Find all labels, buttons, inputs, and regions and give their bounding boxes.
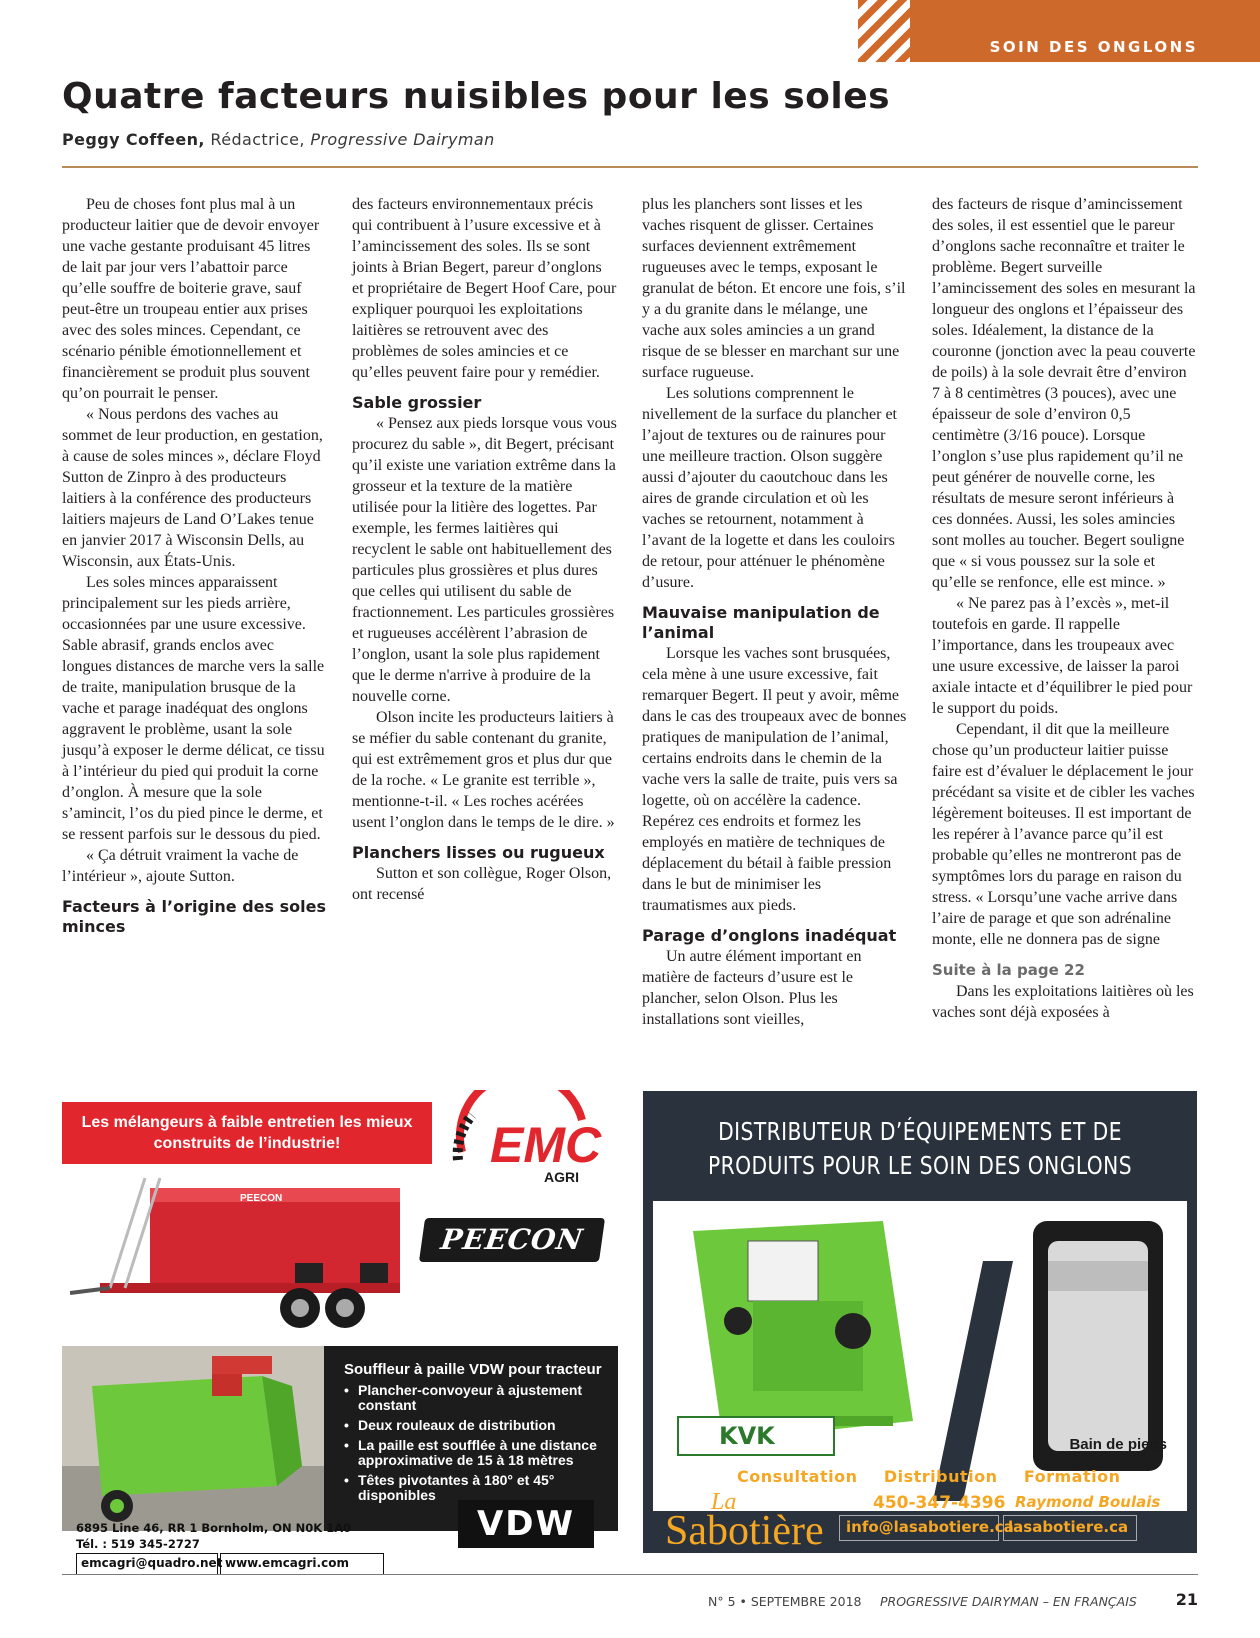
subheading: Parage d’onglons inadéquat	[642, 926, 897, 945]
emc-advertisement[interactable]	[62, 1090, 618, 1540]
separator: |	[867, 1467, 874, 1486]
sabotiere-logo-la: La	[711, 1489, 737, 1515]
paragraph: Cependant, il dit que la meilleure chose qu’un producteur laitier puisse faire est d’évaluer le déplacement le jour précédant sa visite et de cibler les vaches légèrement boiteuses. Il est important de les repérer à l’avance parce qu’il est probable qu’elles ne montreront pas de symptômes lors du parage en raison du stress. « Lorsqu’une vache arrive dans l’aire de parage et que son adrénaline monte, elle ne donnera pas de signe	[932, 721, 1195, 948]
services-line	[737, 1467, 1121, 1486]
sabotiere-contact: Raymond Boulais	[1015, 1493, 1161, 1511]
paragraph-cont: plus les planchers sont lisses et les vaches risquent de glisser. Certaines surfaces deviennent extrêmement rugueuses avec le temps, exposant le granulat de béton. Et encore une fois, s’il y a du granite dans le mélange, une vache aux soles amincies a un grand risque de se blesser en marchant sur une surface rugueuse.	[642, 196, 906, 381]
continued-link[interactable]: Suite à la page 22	[932, 961, 1085, 979]
sabotiere-web-link[interactable]: lasabotiere.ca	[1003, 1515, 1137, 1541]
subheading: Mauvaise manipulation de l’animal	[642, 603, 880, 642]
subheading: Sable grossier	[352, 393, 482, 412]
paragraph: Dans les exploitations laitières où les vaches sont déjà exposées à	[932, 983, 1194, 1021]
separator: |	[1007, 1467, 1014, 1486]
paragraph: Olson incite les producteurs laitiers à se méfier du sable contenant du granite, qui est extrêmement gros et plus dur que de la roche. « Le granite est terrible », mentionne-t-il. « Les roches acérées usent l’onglon dans le temps de le dire. »	[352, 709, 615, 831]
footbath-caption: Bain de pieds	[1069, 1436, 1167, 1453]
sabotiere-title-line-1: DISTRIBUTEUR D’ÉQUIPEMENTS ET DE	[718, 1117, 1122, 1146]
emc-logo	[432, 1090, 618, 1190]
emc-address-block	[76, 1520, 351, 1552]
page-number: 21	[1175, 1590, 1198, 1609]
header-rule	[62, 166, 1198, 168]
sabotiere-email-link[interactable]: info@lasabotiere.ca	[839, 1515, 999, 1541]
paragraph: Un autre élément important en matière de facteurs d’usure est le plancher, selon Olson. Plus les installations sont vieilles,	[642, 948, 862, 1028]
sabotiere-phone[interactable]: 450-347-4396	[873, 1493, 1006, 1513]
kvk-logo	[677, 1416, 835, 1456]
emc-logo-text: EMC	[490, 1117, 602, 1173]
paragraph: « Ne parez pas à l’excès », met-il toutefois en garde. Il rappelle l’importance, dans les troupeaux avec une usure excessive, de laisser la paroi axiale intacte et d’équilibrer le pied pour le support du poids.	[932, 595, 1193, 717]
footer-rule	[62, 1574, 1198, 1575]
paragraph-cont: des facteurs de risque d’amincissement des soles, il est essentiel que le pareur d’onglons sache reconnaître et traiter le problème. Begert surveille l’amincissement des soles en mesurant la longueur des onglons et l’épaisseur des soles. Idéalement, la distance de la couronne (jonction avec la peau couverte de poils) à la sole devrait être d’environ 7 à 8 centimètres (3 pouces), avec une épaisseur de sole d’environ 0,5 centimètre (3/16 pouce). Lorsque l’onglon s’use plus rapidement qu’il ne peut générer de nouvelle corne, les résultats de mesure seront inférieurs à ces données. Aussi, les soles amincies sont molles au toucher. Begert souligne que « si vous poussez sur la sole et qu’elle se renfonce, elle est mince. »	[932, 196, 1196, 591]
list-item: • Deux rouleaux de distribution	[344, 1418, 608, 1433]
paragraph: Peu de choses font plus mal à un producteur laitier que de devoir envoyer une vache gestante produisant 45 litres de lait par jour vers l’abattoir parce qu’elle souffre de boiterie grave, sauf peut-être un troupeau entier aux prises avec des soles minces. Cependant, ce scénario pénible émotionnellement et financièrement se produit plus souvent qu’on pourrait le penser.	[62, 196, 320, 402]
paragraph: « Ça détruit vraiment la vache de l’intérieur », ajoute Sutton.	[62, 847, 299, 885]
issue-info: N° 5 • SEPTEMBRE 2018	[708, 1594, 862, 1609]
mixer-wagon-image	[70, 1168, 410, 1338]
paragraph: Les solutions comprennent le nivellement de la surface du plancher et l’ajout de textures ou de rainures pour une meilleure traction. Olson suggère aussi d’ajouter du caoutchouc dans les aires de grande circulation et où les vaches se retournent, notamment à l’avant de la logette et dans les couloirs de retour, pour atténuer le phénomène d’usure.	[642, 385, 897, 591]
paragraph: Sutton et son collègue, Roger Olson, ont recensé	[352, 865, 612, 903]
vdw-logo: VDW	[458, 1500, 594, 1548]
paragraph: Lorsque les vaches sont brusquées, cela mène à une usure excessive, fait remarquer Begert. Il peut y avoir, même dans le cas des troupeaux avec de bonnes pratiques de manipulation de l’animal, certains endroits dans le chemin de la vache vers la salle de traite, puis vers sa logette, où on accélère la cadence. Repérez ces endroits et formez les employés en matière de techniques de déplacement du bétail à faible pression dans le but de minimiser les traumatismes aux pieds.	[642, 645, 907, 914]
author-name: Peggy Coffeen,	[62, 130, 205, 149]
peecon-logo: PEECON	[419, 1218, 605, 1262]
article-column-3	[642, 194, 907, 1030]
article-column-4	[932, 194, 1197, 1023]
emc-address: 6895 Line 46, RR 1 Bornholm, ON N0K 1A0	[76, 1521, 352, 1535]
service-item: Formation	[1023, 1467, 1121, 1486]
sabotiere-advertisement[interactable]	[643, 1091, 1197, 1553]
straw-blower-image	[62, 1346, 324, 1531]
footer-publication: PROGRESSIVE DAIRYMAN – EN FRANÇAIS	[880, 1594, 1137, 1609]
list-item: • Têtes pivotantes à 180° et 45° disponibles	[344, 1473, 608, 1503]
emc-phone: Tél. : 519 345-2727	[76, 1537, 200, 1551]
mixer-label: PEECON	[240, 1193, 283, 1204]
equipment-images	[653, 1201, 1187, 1511]
article-column-1	[62, 194, 327, 937]
vdw-title: Souffleur à paille VDW pour tracteur	[344, 1361, 602, 1378]
article-column-2	[352, 194, 617, 905]
emc-web-link[interactable]: www.emcagri.com	[220, 1553, 384, 1575]
decorative-hatch	[858, 0, 910, 62]
paragraph: Les soles minces apparaissent principalement sur les pieds arrière, occasionnées par une usure excessive. Sable abrasif, grands enclos avec longues distances de marche vers la salle de traite, manipulation brusque de la vache et parage inadéquat des onglons aggravent le problème, usant la sole jusqu’à exposer le derme délicat, ce tissu à l’intérieur du pied qui produit la corne d’onglon. À mesure que la sole s’amincit, l’os du pied pince le derme, et se ressent parfois sur le dessous du pied.	[62, 574, 325, 843]
section-band	[910, 0, 1260, 62]
paragraph: « Nous perdons des vaches au sommet de leur production, en gestation, à cause de soles minces », déclare Floyd Sutton de Zinpro à des producteurs laitiers à la conférence des producteurs laitiers majeurs de Land O’Lakes tenue en janvier 2017 à Wisconsin Dells, au Wisconsin, aux États-Unis.	[62, 406, 323, 570]
service-item: Consultation	[737, 1467, 858, 1486]
list-item: • Plancher-convoyeur à ajustement constant	[344, 1383, 608, 1413]
paragraph: « Pensez aux pieds lorsque vous vous procurez du sable », dit Begert, précisant qu’il existe une variation extrême dans la grosseur et la texture de la matière utilisée pour la litière des logettes. Par exemple, les fermes laitières qui recyclent le sable ont habituellement des particules plus grossières et plus dures que celles qui utilisent du sable de fractionnement. Les particules grossières et rugueuses accélèrent l’abrasion de l’onglon, usant la sole plus rapidement que le derme n'arrive à produire de la nouvelle corne.	[352, 415, 617, 705]
subheading: Facteurs à l’origine des soles minces	[62, 897, 326, 936]
list-item: • La paille est soufflée à une distance approximative de 15 à 18 mètres	[344, 1438, 608, 1468]
article-title: Quatre facteurs nuisibles pour les soles	[62, 76, 891, 117]
subheading: Planchers lisses ou rugueux	[352, 843, 605, 862]
paragraph-cont: des facteurs environnementaux précis qui contribuent à l’usure excessive et à l’amincissement des soles. Ils se sont joints à Brian Begert, pareur d’onglons et propriétaire de Begert Hoof Care, pour expliquer pourquoi les exploitations laitières se retrouvent avec des problèmes de soles amincies et ce qu’elles peuvent faire pour y remédier.	[352, 196, 617, 381]
emc-banner: Les mélangeurs à faible entretien les mieux construits de l’industrie!	[62, 1102, 432, 1164]
kvk-logo-text: KVK	[719, 1422, 775, 1450]
emc-logo-sub: AGRI	[544, 1169, 579, 1185]
sabotiere-logo-name: Sabotière	[665, 1508, 824, 1554]
byline	[62, 130, 495, 149]
vdw-feature-list	[344, 1383, 608, 1503]
author-role: Rédactrice,	[210, 130, 305, 149]
publication-name: Progressive Dairyman	[310, 130, 495, 149]
sabotiere-title-line-2: PRODUITS POUR LE SOIN DES ONGLONS	[707, 1151, 1133, 1180]
emc-email-link[interactable]: emcagri@quadro.net	[76, 1553, 218, 1575]
sabotiere-title	[671, 1115, 1170, 1183]
section-label: SOIN DES ONGLONS	[989, 38, 1198, 56]
service-item: Distribution	[883, 1467, 998, 1486]
